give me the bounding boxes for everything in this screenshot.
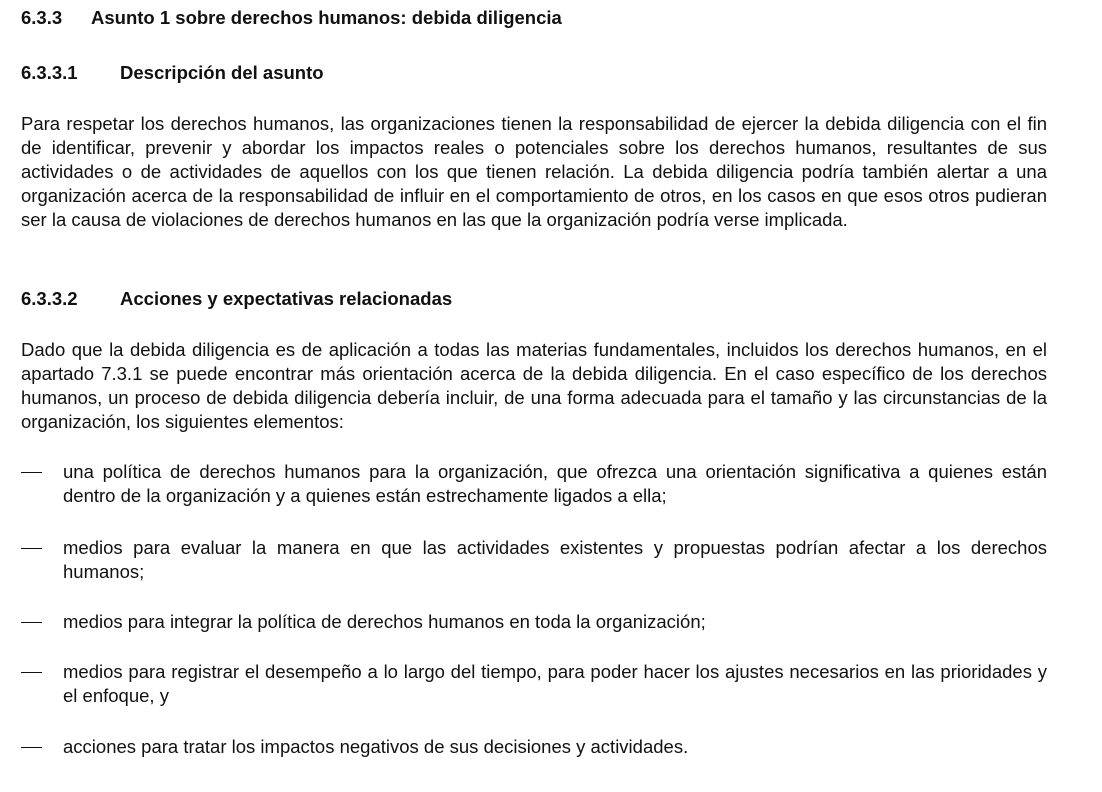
subsection-number: 6.3.3.1 [21,62,78,83]
description-paragraph: Para respetar los derechos humanos, las organizaciones tienen la responsabilidad de ejercer la debida diligencia con el fin de identificar, prevenir y abordar los impactos reales o potenciales sobre los derechos humanos, resultantes de sus actividades o de actividades de aquellos con los que tienen relación. La debida diligencia podría también alertar a una organización acerca de la responsabilidad de influir en el comportamiento de otros, en los casos en que esos otros pudieran ser la causa de violaciones de derechos humanos en las que la organización podría verse implicada. [21,113,1047,230]
section-number: 6.3.3 [21,7,63,28]
actions-paragraph: Dado que la debida diligencia es de aplicación a todas las materias fundamentales, incluidos los derechos humanos, en el apartado 7.3.1 se puede encontrar más orientación acerca de la debida diligencia. En el caso específico de los derechos humanos, un proceso de debida diligencia debería incluir, de una forma adecuada para el tamaño y las circunstancias de la organización, los siguientes elementos: [21,339,1047,432]
subsection-number: 6.3.3.2 [21,288,78,309]
list-item [21,660,1047,708]
list-item-text: medios para registrar el desempeño a lo largo del tiempo, para poder hacer los ajustes necesarios en las prioridades y el enfoque, y [63,661,1047,706]
subsection-heading-actions [21,287,452,311]
subsection-title: Descripción del asunto [120,62,324,83]
subsection-heading-description [21,61,324,85]
list-item [21,735,1047,759]
section-title: Asunto 1 sobre derechos humanos: debida diligencia [91,7,562,28]
list-item-text: medios para integrar la política de derechos humanos en toda la organización; [63,611,706,632]
list-item-text: acciones para tratar los impactos negativos de sus decisiones y actividades. [63,736,689,757]
list-item [21,610,1047,634]
list-item [21,536,1047,584]
section-heading [21,6,562,30]
list-item-text: una política de derechos humanos para la organización, que ofrezca una orientación significativa a quienes están dentro de la organización y a quienes están estrechamente ligados a ella; [63,461,1047,506]
subsection-title: Acciones y expectativas relacionadas [120,288,453,309]
list-item [21,460,1047,508]
list-item-text: medios para evaluar la manera en que las actividades existentes y propuestas podrían afectar a los derechos humanos; [63,537,1047,582]
